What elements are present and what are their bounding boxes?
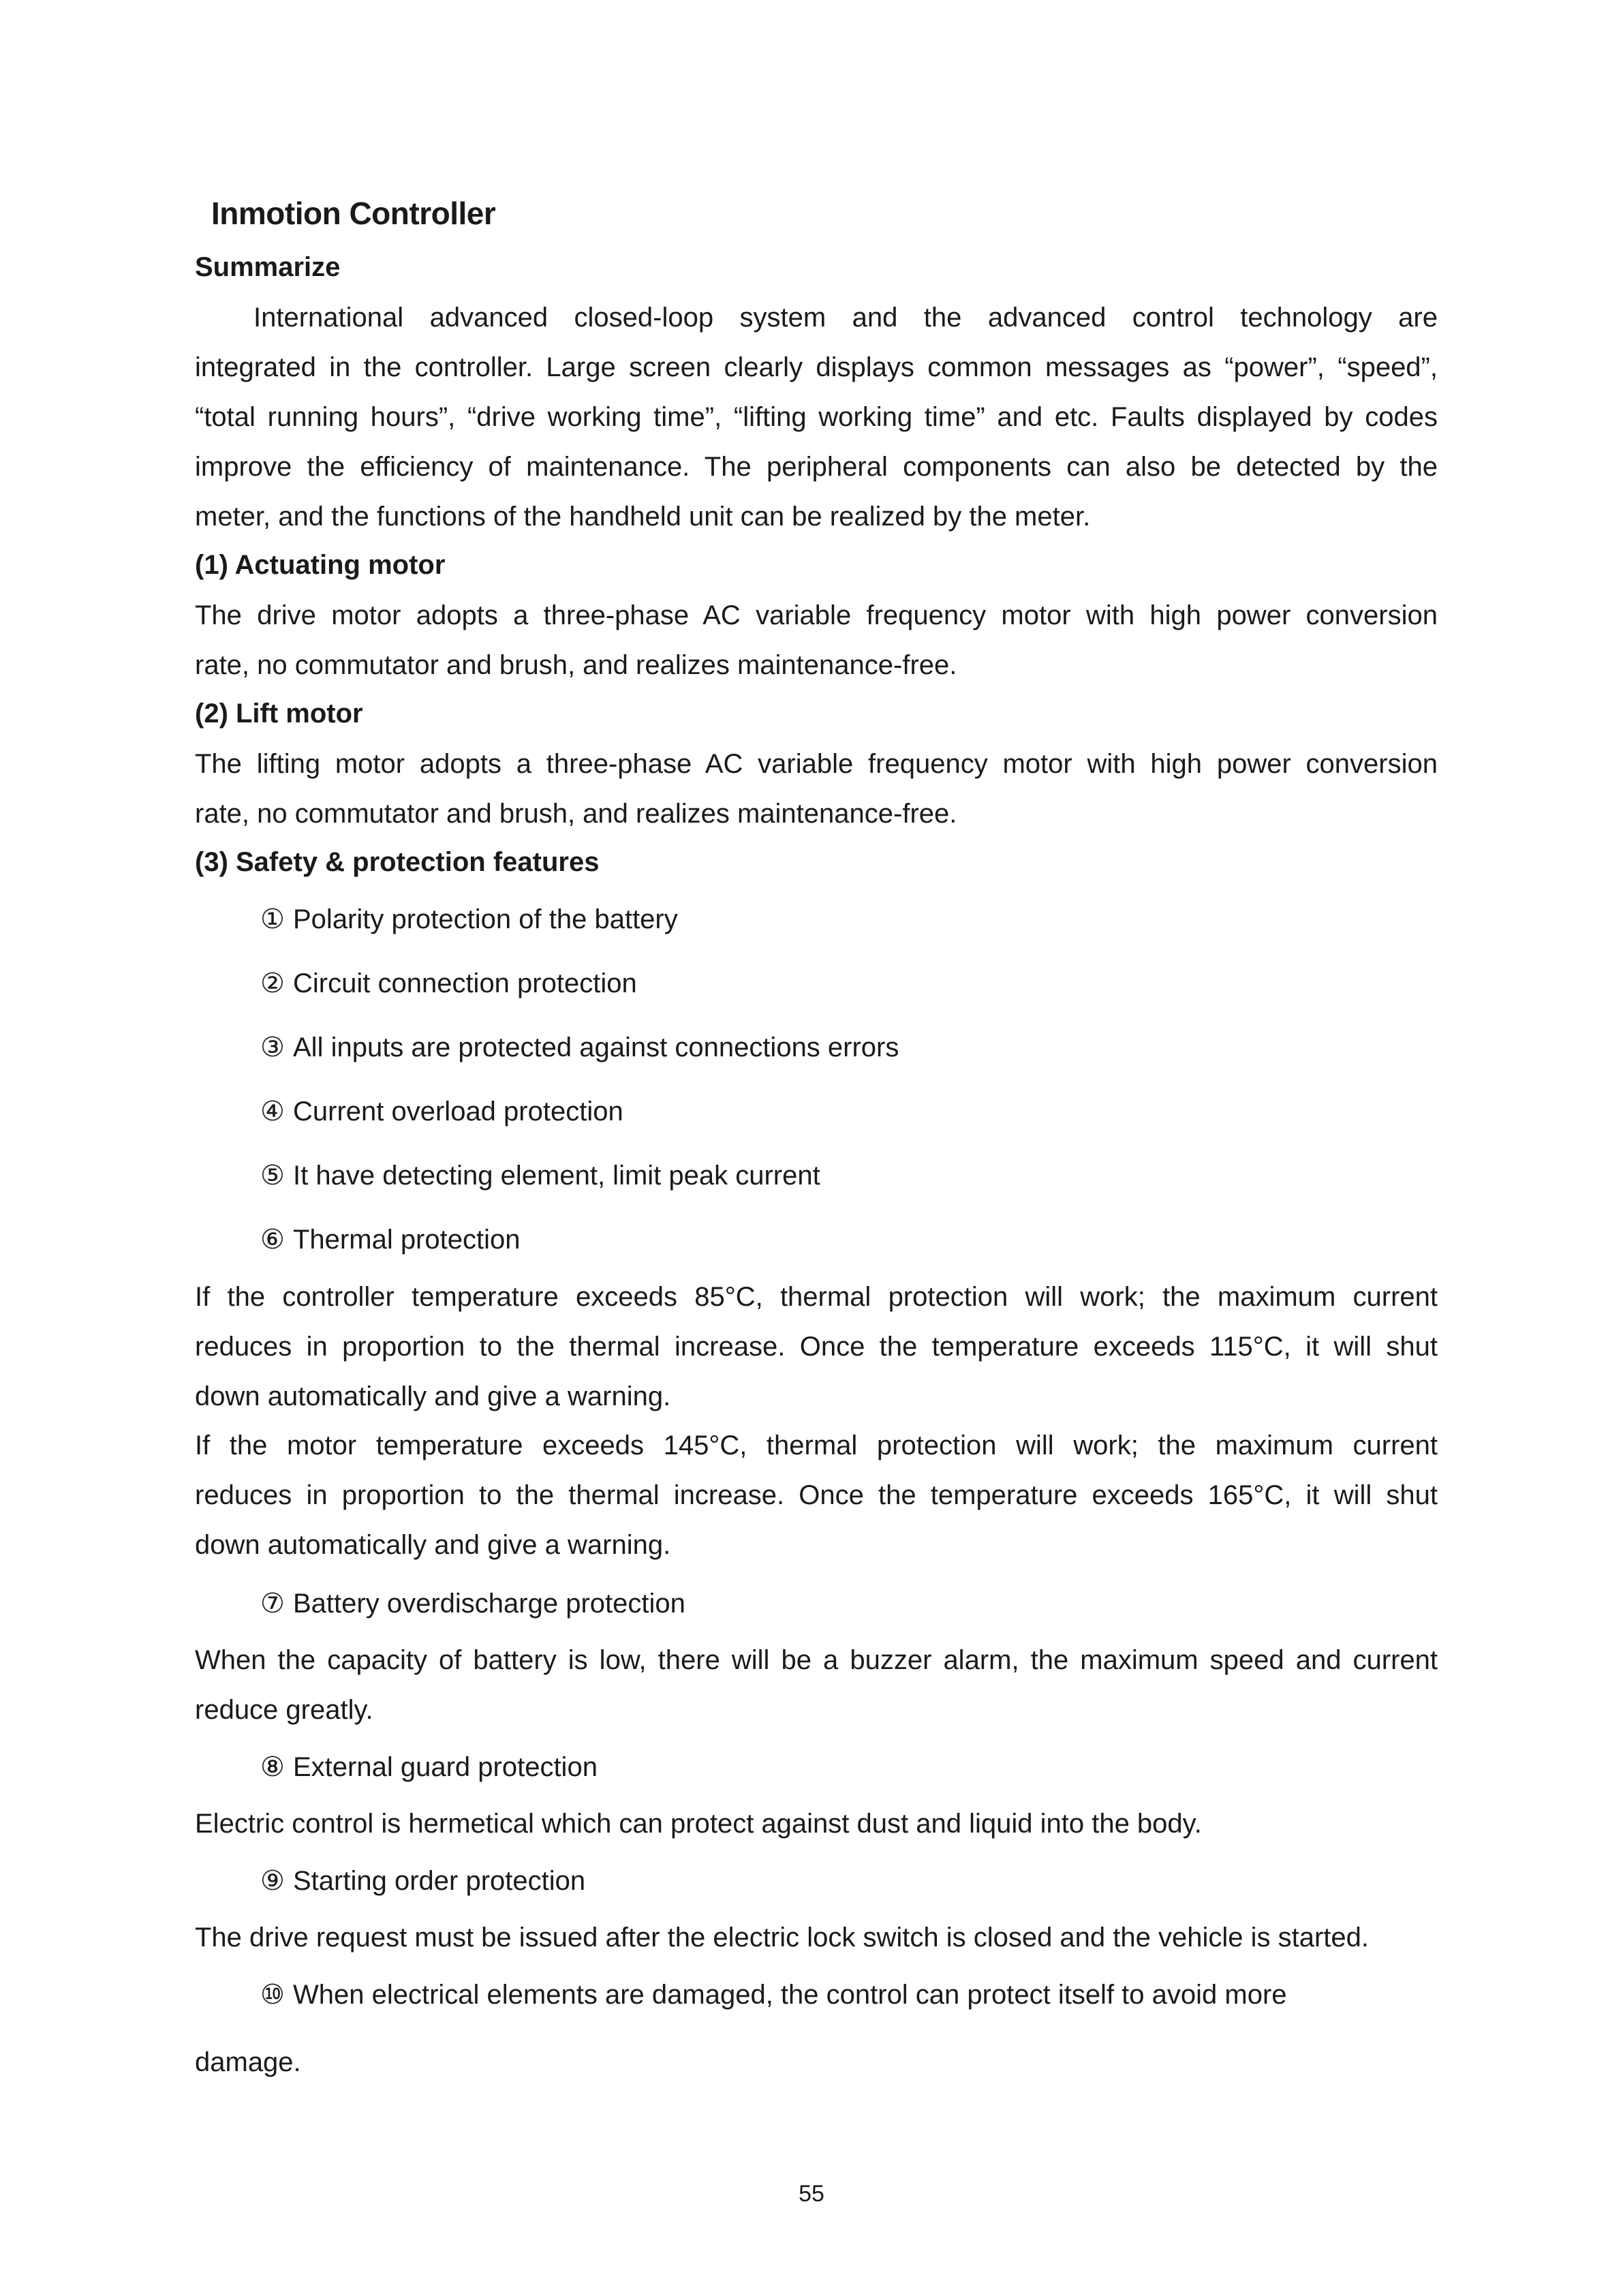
item-text: Current overload protection [293, 1097, 623, 1127]
summarize-line-3: “total running hours”, “drive working time”, “lifting working time” and etc. Faults displayed by codes [195, 402, 1438, 432]
item-text: Battery overdischarge protection [293, 1589, 685, 1619]
list-item [260, 1865, 585, 1897]
page-number: 55 [799, 2181, 824, 2207]
thermal-motor-line-3: down automatically and give a warning. [195, 1530, 671, 1560]
thermal-controller-line-2: reduces in proportion to the thermal increase. Once the temperature exceeds 115°C, it will shut [195, 1332, 1438, 1362]
safety-heading: (3) Safety & protection features [195, 847, 600, 877]
list-item [260, 1160, 820, 1191]
item9-line: The drive request must be issued after the electric lock switch is closed and the vehicle is started. [195, 1923, 1370, 1953]
item-text: All inputs are protected against connections errors [293, 1032, 899, 1062]
summarize-line-2: integrated in the controller. Large screen clearly displays common messages as “power”, “speed”, [195, 352, 1438, 382]
item-number: ⑤ [260, 1160, 285, 1191]
item7-line-1: When the capacity of battery is low, there will be a buzzer alarm, the maximum speed and current [195, 1645, 1438, 1675]
actuating-motor-line-2: rate, no commutator and brush, and realizes maintenance-free. [195, 650, 957, 680]
actuating-motor-heading: (1) Actuating motor [195, 550, 446, 580]
lift-motor-line-1: The lifting motor adopts a three-phase AC variable frequency motor with high power conversion [195, 749, 1438, 779]
item-number: ④ [260, 1096, 285, 1127]
summarize-line-5: meter, and the functions of the handheld unit can be realized by the meter. [195, 502, 1091, 532]
item-number: ⑩ [260, 1979, 285, 2010]
list-item [260, 1032, 899, 1063]
item-number: ⑨ [260, 1865, 285, 1897]
thermal-controller-line-3: down automatically and give a warning. [195, 1381, 671, 1411]
list-item [260, 1979, 1287, 2010]
list-item [260, 1096, 623, 1127]
list-item [260, 904, 678, 935]
item-number: ⑥ [260, 1224, 285, 1255]
thermal-controller-line-1: If the controller temperature exceeds 85°C, thermal protection will work; the maximum current [195, 1282, 1438, 1312]
thermal-motor-line-1: If the motor temperature exceeds 145°C, thermal protection will work; the maximum current [195, 1430, 1438, 1460]
item-text: Starting order protection [293, 1866, 586, 1896]
item-text: When electrical elements are damaged, the control can protect itself to avoid more [293, 1980, 1287, 2010]
list-item [260, 968, 637, 999]
item-number: ① [260, 904, 285, 935]
list-item [260, 1751, 598, 1783]
item-number: ⑦ [260, 1588, 285, 1619]
summarize-line-1: International advanced closed-loop system and the advanced control technology are [253, 303, 1438, 333]
item-text: Polarity protection of the battery [293, 904, 678, 934]
list-item [260, 1224, 520, 1255]
item7-line-2: reduce greatly. [195, 1695, 373, 1725]
item-text: It have detecting element, limit peak current [293, 1161, 820, 1191]
thermal-motor-line-2: reduces in proportion to the thermal increase. Once the temperature exceeds 165°C, it will shut [195, 1480, 1438, 1510]
item-text: Thermal protection [293, 1225, 521, 1255]
item-text: External guard protection [293, 1752, 598, 1782]
actuating-motor-line-1: The drive motor adopts a three-phase AC variable frequency motor with high power conversion [195, 600, 1438, 630]
lift-motor-line-2: rate, no commutator and brush, and realizes maintenance-free. [195, 799, 957, 829]
item-number: ⑧ [260, 1751, 285, 1783]
item-text: Circuit connection protection [293, 968, 637, 998]
item-number: ② [260, 968, 285, 999]
item10-continuation: damage. [195, 2047, 301, 2077]
item8-line: Electric control is hermetical which can protect against dust and liquid into the body. [195, 1809, 1202, 1839]
summarize-line-4: improve the efficiency of maintenance. The peripheral components can also be detected by the [195, 452, 1438, 482]
summarize-heading: Summarize [195, 252, 341, 282]
section-title: Inmotion Controller [211, 196, 496, 231]
list-item [260, 1588, 685, 1619]
lift-motor-heading: (2) Lift motor [195, 699, 363, 729]
item-number: ③ [260, 1032, 285, 1063]
